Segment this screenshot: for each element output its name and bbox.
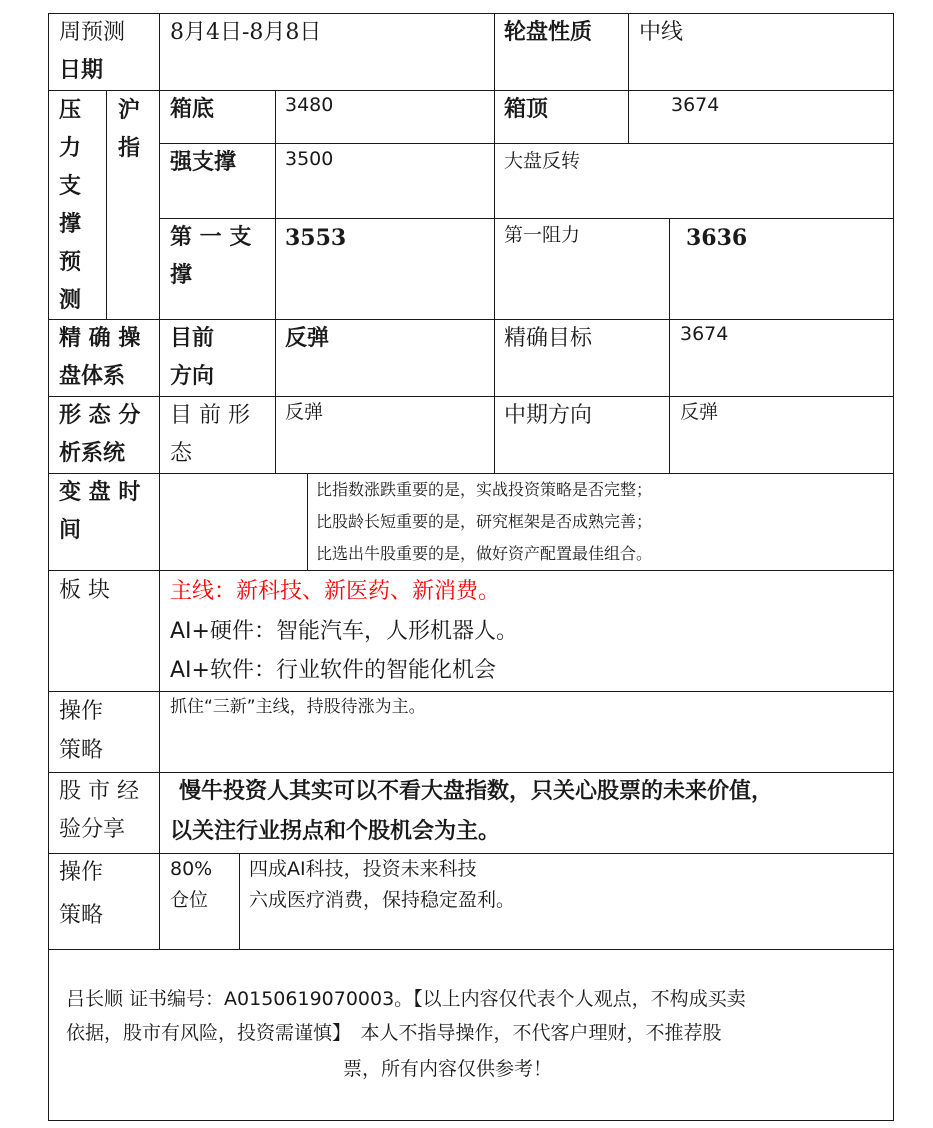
change-time-label-2: 间 (59, 518, 82, 543)
market-note: 大盘反转 (504, 150, 581, 172)
change-time-label-1: 变 盘 时 (59, 480, 141, 505)
current-direction-label-2: 方向 (170, 364, 215, 389)
sector-hardware: AI+硬件：智能汽车，人形机器人。 (170, 619, 518, 644)
sector-software: AI+软件：行业软件的智能化机会 (170, 658, 496, 683)
strategy-label-2: 策略 (59, 738, 104, 763)
pattern-system-label-1: 形 态 分 (59, 403, 141, 428)
sector-mainline: 主线：新科技、新医药、新消费。 (170, 579, 501, 604)
current-form-label-2: 态 (170, 441, 193, 466)
strong-support-value: 3500 (285, 148, 334, 170)
pressure-support-label: 压力支撑预测 (58, 98, 81, 313)
box-bottom-value: 3480 (285, 94, 334, 116)
first-resistance-value: 3636 (686, 225, 748, 251)
experience-line-2: 以关注行业拐点和个股机会为主。 (170, 819, 501, 844)
first-support-value: 3553 (285, 225, 347, 251)
nature-label: 轮盘性质 (504, 20, 593, 45)
current-direction-value: 反弹 (285, 326, 330, 351)
current-form-value: 反弹 (285, 401, 324, 423)
current-form-label-1: 目 前 形 (170, 403, 250, 428)
strong-support-label: 强支撑 (170, 150, 237, 175)
footer-line-2: 依据，股市有风险，投资需谨慎】 本人不指导操作，不代客户理财，不推荐股 (66, 1022, 722, 1044)
box-bottom-label: 箱底 (170, 97, 215, 122)
allocation-medical: 六成医疗消费，保持稳定盈利。 (249, 889, 516, 911)
allocation-ai: 四成AI科技，投资未来科技 (249, 858, 477, 880)
strategy-text: 抓住“三新”主线，持股待涨为主。 (170, 697, 426, 717)
strategy2-label-1: 操作 (59, 860, 104, 885)
experience-line-1: 慢牛投资人其实可以不看大盘指数，只关心股票的未来价值， (179, 779, 774, 804)
first-resistance-label: 第一阻力 (504, 224, 581, 246)
strategy-label-1: 操作 (59, 699, 104, 724)
index-label: 沪指 (117, 98, 140, 161)
strategy2-label-2: 策略 (59, 903, 104, 928)
experience-label-2: 验分享 (59, 817, 126, 842)
mid-direction-value: 反弹 (680, 401, 719, 423)
week-forecast-label: 周预测 (59, 20, 126, 45)
change-note-2: 比股龄长短重要的是，研究框架是否成熟完善； (316, 512, 653, 531)
sector-label: 板 块 (59, 578, 110, 603)
experience-label-1: 股 市 经 (59, 779, 139, 804)
pattern-system-label-2: 析系统 (59, 441, 126, 466)
change-note-3: 比选出牛股重要的是，做好资产配置最佳组合。 (316, 544, 653, 563)
current-direction-label-1: 目前 (170, 326, 215, 351)
date-label: 日期 (59, 58, 104, 83)
precise-target-value: 3674 (680, 323, 729, 345)
position-percent: 80% (170, 858, 213, 880)
nature-value: 中线 (639, 20, 684, 45)
first-support-label-2: 撑 (170, 263, 193, 288)
precise-system-label-1: 精 确 操 (59, 326, 141, 351)
precise-system-label-2: 盘体系 (59, 364, 126, 389)
position-label: 仓位 (170, 889, 209, 911)
change-note-1: 比指数涨跌重要的是，实战投资策略是否完整； (316, 480, 653, 499)
precise-target-label: 精确目标 (504, 326, 593, 351)
footer-line-1: 吕长顺 证书编号：A0150619070003。【以上内容仅代表个人观点，不构成买卖 (66, 988, 746, 1010)
date-value: 8月4日-8月8日 (170, 20, 322, 45)
footer-line-3: 票，所有内容仅供参考！ (343, 1058, 553, 1080)
box-top-value: 3674 (671, 94, 720, 116)
mid-direction-label: 中期方向 (504, 403, 593, 428)
box-top-label: 箱顶 (504, 97, 549, 122)
first-support-label-1: 第 一 支 (170, 225, 252, 250)
